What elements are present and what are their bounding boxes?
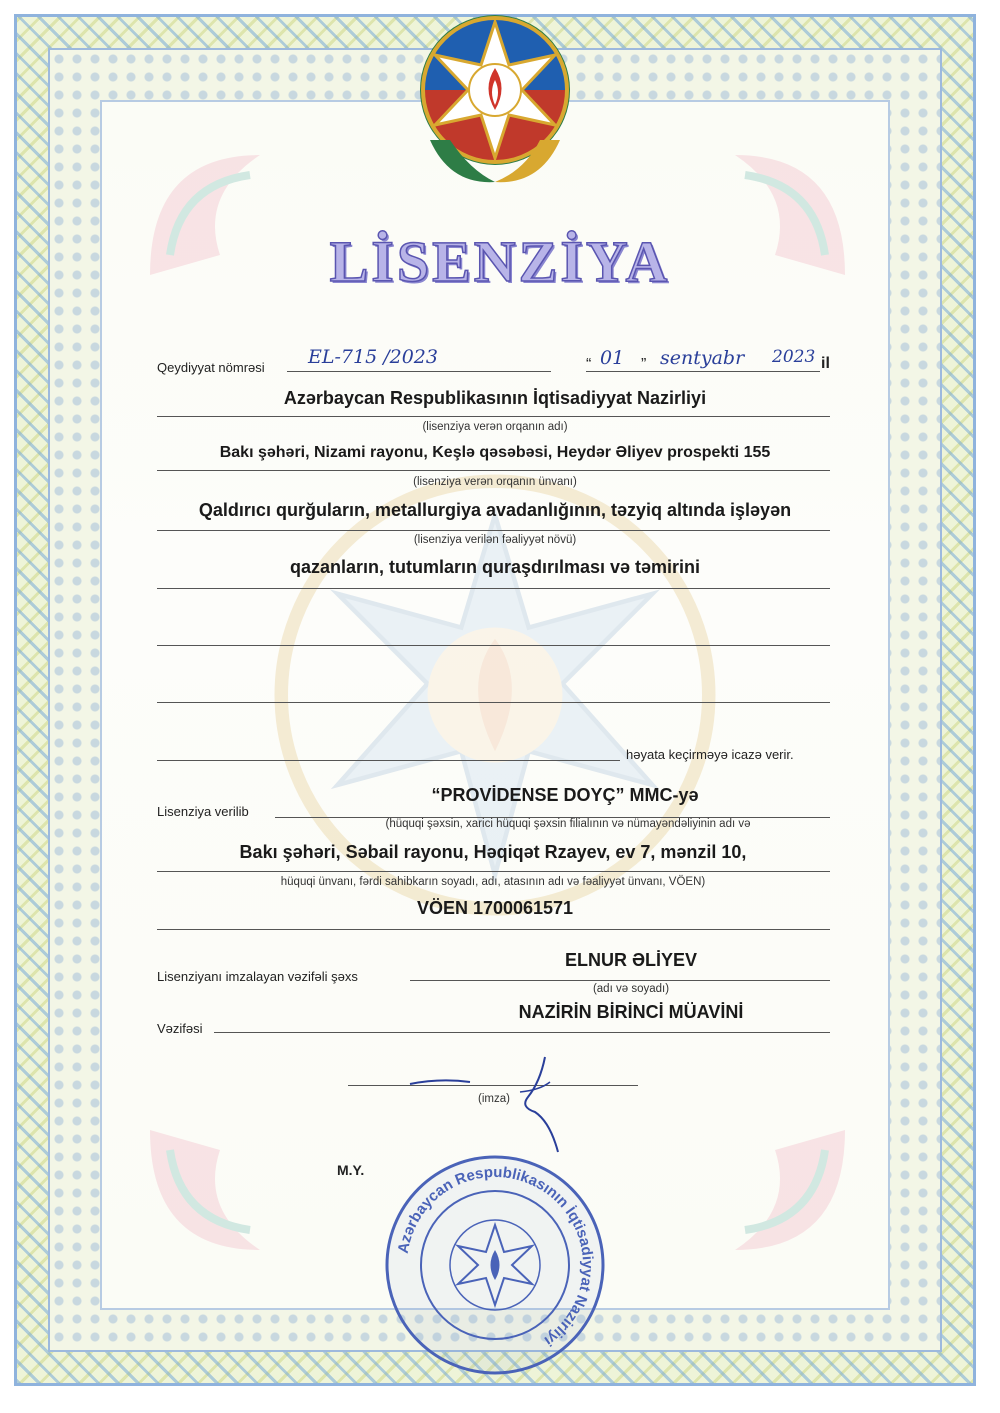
handwritten-signature [400,1052,580,1162]
seal-label: M.Y. [337,1162,365,1178]
svg-text:Azərbaycan Respublikasının İqt: Azərbaycan Respublikasının İqtisadiyyat Nazirliyi [394,1163,597,1350]
corner-ornament-bottom-right [675,1120,855,1270]
licensee-address-line [157,871,830,872]
signature-caption: (imza) [478,1093,510,1105]
close-quote: ” [641,356,647,373]
issuer-address-caption: (lisenziya verən orqanın ünvanı) [413,476,577,488]
licensee-voen-line [157,929,830,930]
issuer-address-line [157,470,830,471]
position-value: NAZİRİN BİRİNCİ MÜAVİNİ [518,1002,744,1022]
signatory-name: ELNUR ƏLİYEV [564,950,698,970]
signatory-label: Lisenziyanı imzalayan vəzifəli şəxs [157,969,358,984]
official-stamp [380,1150,610,1380]
licensee-name: “PROVİDENSE DOYÇ” MMC-yə [431,785,699,805]
registration-number-value: EL-715 /2023 [308,346,438,368]
registration-year: 2023 [772,347,816,367]
activity-line-1: Qaldırıcı qurğuların, metallurgiya avadanlığının, təzyiq altında işləyən [198,500,792,520]
licensee-label: Lisenziya verilib [157,804,249,819]
registration-month: sentyabr [660,347,745,369]
coat-of-arms-emblem [410,10,580,190]
activity-suffix: həyata keçirməyə icazə verir. [626,747,794,762]
registration-day: 01 [600,347,625,369]
licensee-voen: VÖEN 1700061571 [416,898,574,918]
licensee-name-caption: (hüquqi şəxsin, xarici hüquqi şəxsin filialının və nümayəndəliyinin adı və [385,818,751,830]
position-line [214,1032,830,1033]
corner-ornament-bottom-left [140,1120,320,1270]
activity-caption: (lisenziya verilən fəaliyyət növü) [413,534,577,546]
signatory-name-caption: (adı və soyadı) [592,983,670,995]
issuer-name: Azərbaycan Respublikasının İqtisadiyyat Nazirliyi [283,388,707,408]
activity-blank-rule-3 [157,760,620,761]
activity-line-1-rule [157,530,830,531]
registration-number-label: Qeydiyyat nömrəsi [157,360,265,375]
activity-blank-rule-1 [157,645,830,646]
registration-month-line [656,371,756,372]
registration-day-line [586,371,656,372]
open-quote: “ [586,356,592,373]
activity-line-2: qazanların, tutumların quraşdırılması və təmirini [289,557,701,577]
issuer-address: Bakı şəhəri, Nizami rayonu, Keşlə qəsəbəsi, Heydər Əliyev prospekti 155 [219,444,771,461]
registration-year-line [756,371,820,372]
registration-year-suffix: il [821,355,830,372]
signatory-name-line [410,980,830,981]
activity-blank-rule-2 [157,702,830,703]
licensee-address: Bakı şəhəri, Səbail rayonu, Həqiqət Rzayev, ev 7, mənzil 10, [239,842,747,862]
position-label: Vəzifəsi [157,1021,203,1036]
activity-line-2-rule [157,588,830,589]
issuer-name-line [157,416,830,417]
issuer-name-caption: (lisenziya verən orqanın adı) [422,421,568,433]
licensee-address-caption: hüquqi ünvanı, fərdi sahibkarın soyadı, adı, atasının adı və fəaliyyət ünvanı, VÖEN) [280,876,706,888]
registration-number-line [287,371,551,372]
document-title: LİSENZİYA [329,229,671,294]
